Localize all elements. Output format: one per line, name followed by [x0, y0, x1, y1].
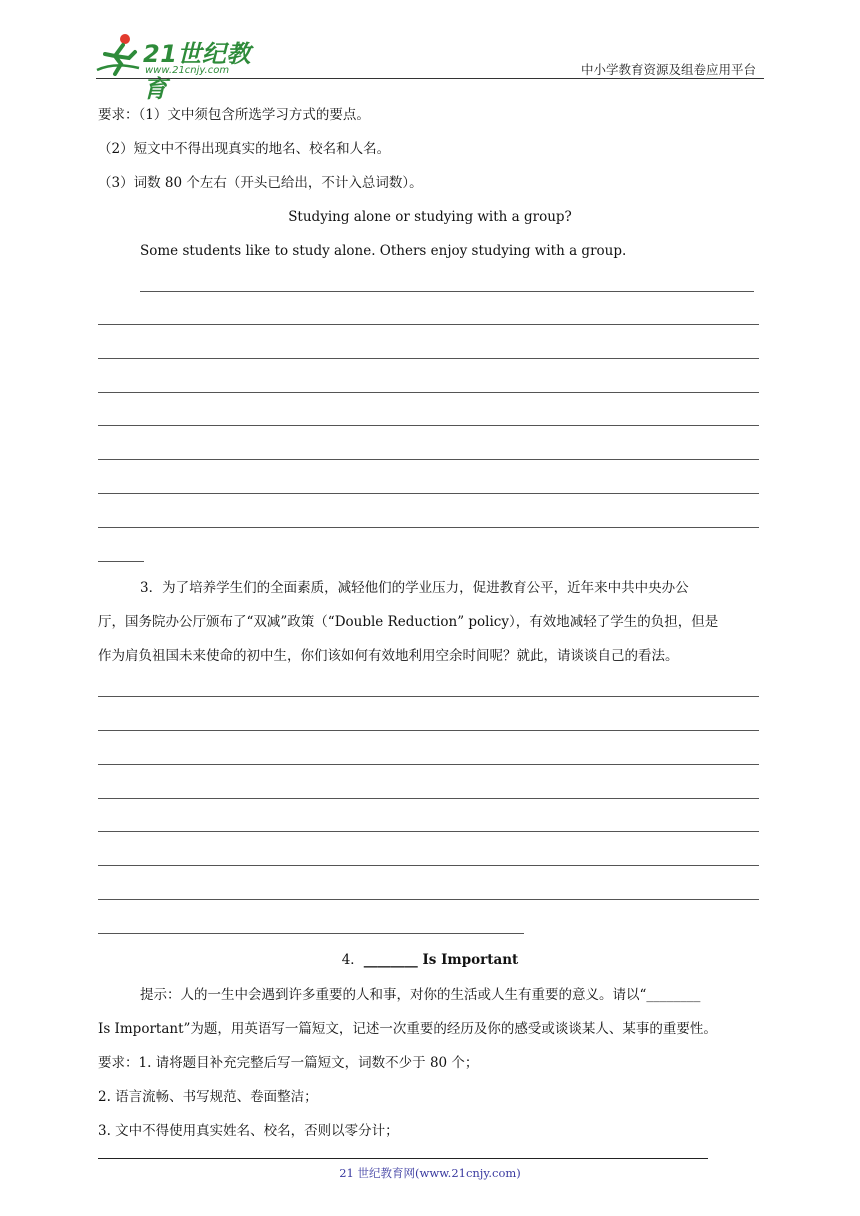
question-4-heading — [0, 950, 860, 970]
question-4-number: 4． — [341, 952, 364, 968]
answer-line[interactable] — [98, 696, 759, 697]
answer-line[interactable] — [140, 291, 754, 292]
answer-line[interactable] — [98, 933, 524, 934]
essay-title: Studying alone or studying with a group? — [288, 209, 572, 225]
title-blank[interactable]: ________ — [363, 952, 418, 968]
answer-line[interactable] — [98, 865, 759, 866]
answer-line[interactable] — [98, 358, 759, 359]
answer-line[interactable] — [98, 493, 759, 494]
question-4-title: Is Important — [422, 952, 519, 968]
question-4-requirement: 3. 文中不得使用真实姓名、校名，否则以零分计； — [98, 1123, 399, 1139]
footer-divider — [98, 1158, 708, 1159]
answer-line[interactable] — [98, 798, 759, 799]
header-platform-text: 中小学教育资源及组卷应用平台 — [580, 62, 756, 77]
question-4-requirement: 2. 语言流畅、书写规范、卷面整洁； — [98, 1089, 318, 1105]
requirement-line: （2）短文中不得出现真实的地名、校名和人名。 — [98, 141, 391, 157]
logo-url: www.21cnjy.com — [145, 65, 230, 76]
answer-line[interactable] — [98, 459, 759, 460]
answer-line[interactable] — [98, 831, 759, 832]
answer-line[interactable] — [98, 392, 759, 393]
answer-line[interactable] — [98, 730, 759, 731]
question-3-text: 厅，国务院办公厅颁布了“双减”政策（“Double Reduction” policy），有效地减轻了学生的负担，但是 — [98, 614, 719, 630]
footer-text[interactable]: 21 世纪教育网(www.21cnjy.com) — [339, 1166, 521, 1180]
question-4-requirement: 要求：1. 请将题目补充完整后写一篇短文，词数不少于 80 个； — [98, 1055, 479, 1071]
essay-opening: Some students like to study alone. Others enjoy studying with a group. — [140, 243, 627, 259]
site-logo — [95, 32, 265, 103]
answer-line[interactable] — [98, 425, 759, 426]
question-3-text: 作为肩负祖国未来使命的初中生，你们该如何有效地利用空余时间呢？就此，请谈谈自己的看法。 — [98, 648, 679, 664]
requirement-line: （3）词数 80 个左右（开头已给出，不计入总词数）。 — [98, 175, 423, 191]
question-4-hint: 提示：人的一生中会遇到许多重要的人和事，对你的生活或人生有重要的意义。请以“________ — [140, 987, 701, 1003]
requirement-line: 要求：（1）文中须包含所选学习方式的要点。 — [98, 107, 370, 123]
answer-line[interactable] — [98, 527, 759, 528]
logo-text: 21世纪教育 — [143, 40, 251, 103]
answer-line[interactable] — [98, 764, 759, 765]
answer-line[interactable] — [98, 899, 759, 900]
question-3-text: 3．为了培养学生们的全面素质，减轻他们的学业压力，促进教育公平，近年来中共中央办公 — [140, 580, 689, 596]
answer-line[interactable] — [98, 561, 144, 562]
answer-line[interactable] — [98, 324, 759, 325]
header-divider — [96, 78, 764, 79]
question-4-hint: Is Important”为题，用英语写一篇短文，记述一次重要的经历及你的感受或谈谈某人、某事的重要性。 — [98, 1021, 717, 1037]
runner-logo-icon — [95, 32, 143, 76]
